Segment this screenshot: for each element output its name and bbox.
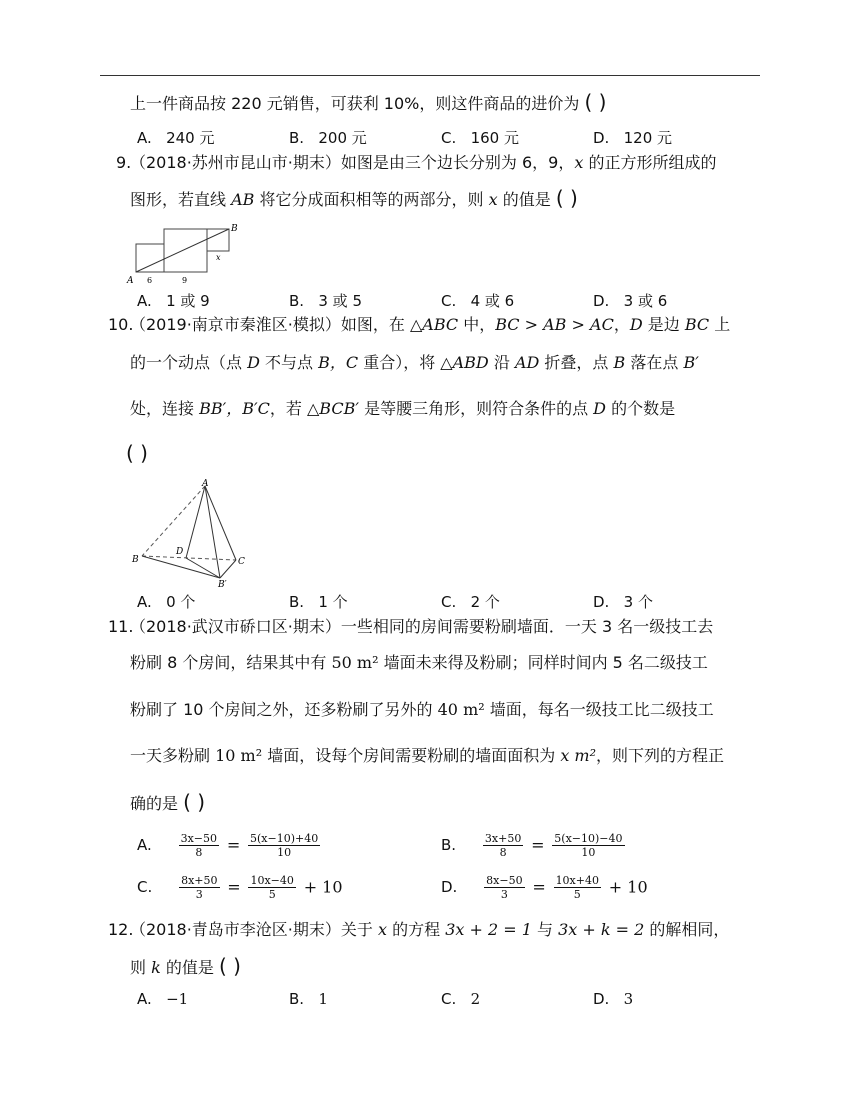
q12-option-d[interactable]: D. 3 <box>593 990 634 1008</box>
q10-label-c: C <box>238 557 245 567</box>
q10-option-a[interactable]: A. 0 个 <box>137 593 196 611</box>
q9-label-x: x <box>216 253 221 262</box>
q11-option-c[interactable]: C. $\frac{8x+50}{3}$ = $\frac{10x-40}{5}$ + 10 <box>137 874 343 901</box>
q9-label-a: A <box>127 276 134 286</box>
q12-stem-line1: （2018·青岛市李沧区·期末）关于 x 的方程 3x + 2 = 1 与 3x + k = 2 的解相同， <box>130 920 730 939</box>
q10-label-bp: B′ <box>218 580 227 588</box>
q10-label-b: B <box>132 555 139 565</box>
q11-stem-line3: 粉刷了 10 个房间之外，还多粉刷了另外的 40 m² 墙面，每名一级技工比二级技工 <box>130 700 714 719</box>
q12-stem-line2: 则 k 的值是 ( ) <box>130 954 241 978</box>
q9-label-9: 9 <box>182 276 188 285</box>
q11-a-left-fraction: $\frac{3x-50}{8}$ <box>180 832 218 859</box>
q9-square-6 <box>136 244 164 272</box>
q12-option-a[interactable]: A. −1 <box>137 990 189 1008</box>
q9-stem-line2: 图形，若直线 AB 将它分成面积相等的两部分，则 x 的值是 ( ) <box>130 186 578 210</box>
q11-d-left-fraction: $\frac{8x-50}{3}$ <box>486 874 523 901</box>
q10-segment-abp <box>205 486 220 578</box>
q11-stem-line2: 粉刷 8 个房间，结果其中有 50 m² 墙面未来得及粉刷；同样时间内 5 名二级技工 <box>130 653 708 672</box>
q12-answer-paren[interactable]: ( ) <box>218 954 241 978</box>
q8-option-b[interactable]: B. 200 元 <box>289 129 367 147</box>
q10-stem-line1: （2019·南京市秦淮区·模拟）如图，在 △ABC 中，BC > AB > AC，D 是边 BC 上 <box>130 315 731 334</box>
q12-number: 12. <box>108 920 134 939</box>
q10-option-c[interactable]: C. 2 个 <box>441 593 500 611</box>
q10-option-d[interactable]: D. 3 个 <box>593 593 653 611</box>
q10-answer-paren[interactable]: ( ) <box>126 441 148 465</box>
q10-label-d: D <box>176 547 184 557</box>
q9-square-x <box>207 229 229 251</box>
q11-stem-line5: 确的是 ( ) <box>130 790 206 814</box>
q11-d-right-fraction: $\frac{10x+40}{5}$ <box>555 874 599 901</box>
q11-option-b[interactable]: B. $\frac{3x+50}{8}$ = $\frac{5(x-10)-40}{10}$ <box>441 832 623 859</box>
q12-option-b[interactable]: B. 1 <box>289 990 328 1008</box>
q9-label-b: B <box>231 224 238 234</box>
q10-segment-cbp <box>220 560 236 578</box>
q11-c-right-fraction: $\frac{10x-40}{5}$ <box>250 874 294 901</box>
q10-segment-dbp <box>186 558 220 578</box>
q10-number: 10. <box>108 315 134 334</box>
q8-option-d[interactable]: D. 120 元 <box>593 129 673 147</box>
q11-b-right-fraction: $\frac{5(x-10)-40}{10}$ <box>554 832 623 859</box>
q8-stem <box>130 92 606 114</box>
q9-stem-line1: （2018·苏州市昆山市·期末）如图是由三个边长分别为 6，9，x 的正方形所组成的 <box>130 153 717 172</box>
q10-stem-line3: 处，连接 BB′，B′C，若 △BCB′ 是等腰三角形，则符合条件的点 D 的个数是 <box>130 399 676 418</box>
q10-side-ac <box>205 486 236 560</box>
q8-option-c[interactable]: C. 160 元 <box>441 129 519 147</box>
q11-b-left-fraction: $\frac{3x+50}{8}$ <box>484 832 522 859</box>
q8-option-a[interactable]: A. 240 元 <box>137 129 215 147</box>
q11-answer-paren[interactable]: ( ) <box>183 790 206 814</box>
q11-a-right-fraction: $\frac{5(x-10)+40}{10}$ <box>250 832 319 859</box>
q9-number: 9. <box>116 153 132 172</box>
q9-option-c[interactable]: C. 4 或 6 <box>441 292 515 310</box>
q11-stem-line4: 一天多粉刷 10 m² 墙面，设每个房间需要粉刷的墙面面积为 x m²，则下列的方程正 <box>130 746 725 765</box>
q10-option-b[interactable]: B. 1 个 <box>289 593 348 611</box>
q8-stem-text: 上一件商品按 220 元销售，可获利 10%，则这件商品的进价为 <box>130 94 580 113</box>
q9-square-9 <box>164 229 207 272</box>
q11-number: 11. <box>108 617 134 636</box>
q12-option-c[interactable]: C. 2 <box>441 990 481 1008</box>
q9-option-a[interactable]: A. 1 或 9 <box>137 292 210 310</box>
q9-option-d[interactable]: D. 3 或 6 <box>593 292 668 310</box>
q9-answer-paren[interactable]: ( ) <box>555 186 578 210</box>
q9-option-b[interactable]: B. 3 或 5 <box>289 292 362 310</box>
q11-c-left-fraction: $\frac{8x+50}{3}$ <box>181 874 218 901</box>
q8-answer-paren[interactable]: ( ) <box>584 90 607 114</box>
q11-option-a[interactable]: A. $\frac{3x-50}{8}$ = $\frac{5(x-10)+40}{10}$ <box>137 832 319 859</box>
q10-answer-paren-line <box>126 443 148 465</box>
q10-stem-line2: 的一个动点（点 D 不与点 B，C 重合），将 △ABD 沿 AD 折叠，点 B 落在点 B′ <box>130 353 699 372</box>
q11-option-d[interactable]: D. $\frac{8x-50}{3}$ = $\frac{10x+40}{5}$ + 10 <box>441 874 648 901</box>
header-rule <box>100 75 760 76</box>
q9-squares-figure <box>124 220 244 288</box>
q9-label-6: 6 <box>147 276 153 285</box>
q10-triangle-figure <box>130 478 250 588</box>
q10-label-a: A <box>202 479 209 489</box>
q11-stem-line1: （2018·武汉市硚口区·期末）一些相同的房间需要粉刷墙面．一天 3 名一级技工去 <box>130 617 714 636</box>
